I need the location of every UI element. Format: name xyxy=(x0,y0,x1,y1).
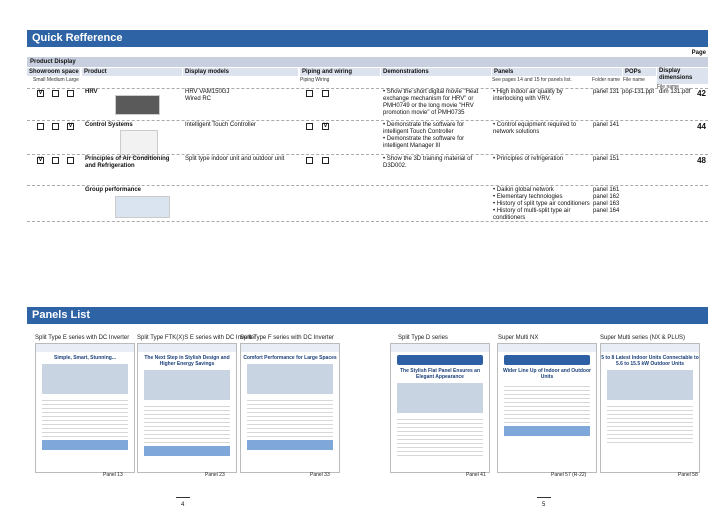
header-piping: Piping and wiring xyxy=(300,68,380,76)
page-number-rule xyxy=(537,497,551,498)
size-small-checkbox xyxy=(37,123,44,130)
poster-headline: Wider Line Up of Indoor and Outdoor Units xyxy=(502,368,591,380)
folder-name: panel 161 panel 162 panel 163 panel 164 xyxy=(593,187,620,214)
demonstration-text: • Show the short digital movie "Heat exchange mechanism for HRV" or PMH0749 or the long movie "HRV promotion movie" of PMH0735 xyxy=(383,89,479,116)
product-name: HRV xyxy=(85,89,98,95)
header-pops: POPs xyxy=(623,68,656,76)
panels-text: • Control equipment required to network solutions xyxy=(493,122,577,135)
panel-title: Split Type D series xyxy=(398,335,448,341)
piping-checkbox xyxy=(306,123,313,130)
product-name: Principles of Air Conditioning and Refrigeration xyxy=(85,156,170,169)
header-product: Product xyxy=(82,68,182,76)
piping-checkbox xyxy=(306,157,313,164)
product-name: Group performance xyxy=(85,187,142,193)
page-column-label: Page xyxy=(691,50,706,56)
subheader-sizes: Small Medium Large xyxy=(33,77,79,83)
panel-number: Panel 41 xyxy=(466,472,486,478)
wiring-checkbox xyxy=(322,90,329,97)
world-map-image xyxy=(115,196,170,218)
dimensions-file-name: dim 131.pdf xyxy=(659,89,691,95)
poster-headline: The Next Step in Stylish Design and Higher Energy Savings xyxy=(144,355,230,367)
demonstration-text: • Demonstrate the software for intelligent Touch Controller • Demonstrate the software for intelligent Manager III xyxy=(383,122,465,149)
display-models: Split type indoor unit and outdoor unit xyxy=(185,156,285,162)
display-models: Intelligent Touch Controller xyxy=(185,122,256,128)
subheader-file-name-dim: File name xyxy=(657,84,679,90)
quick-reference-banner: Quick Refference xyxy=(27,30,708,47)
product-name: Control Systems xyxy=(85,122,133,128)
panel-number: Panel 57 (R-22) xyxy=(551,472,587,478)
panels-list-banner: Panels List xyxy=(27,307,708,324)
folder-name: panel 151 xyxy=(593,156,620,162)
page-number-principles: 48 xyxy=(697,156,706,165)
size-large-checkbox xyxy=(67,157,74,164)
page-number-hrv: 42 xyxy=(697,89,706,98)
size-small-checkbox: V xyxy=(38,157,43,163)
header-display-models: Display models xyxy=(183,68,298,76)
size-large-checkbox: V xyxy=(68,123,73,129)
page-number-control: 44 xyxy=(697,122,706,131)
panel-poster xyxy=(390,343,490,473)
poster-headline: 5 to 8 Latest Indoor Units Connectable to 5.6 to 15.5 kW Outdoor Units xyxy=(601,355,699,367)
panels-text: • Daikin global network • Elementary technologies • History of split type air conditioners • History of multi-split type air conditioners xyxy=(493,187,590,221)
display-models: HRV VAM150GJ Wired RC xyxy=(185,89,230,102)
panels-text: • High indoor air quality by interlocking with VRV. xyxy=(493,89,563,102)
page-number-left: 4 xyxy=(181,502,185,508)
size-medium-checkbox xyxy=(52,90,59,97)
hrv-unit-image xyxy=(115,95,160,115)
panel-poster xyxy=(240,343,340,473)
page-number-rule xyxy=(176,497,190,498)
panel-title: Split Type FTK(X)S E series with DC Inverter xyxy=(137,335,257,341)
poster-headline: The Stylish Flat Panel Ensures an Elegant Appearance xyxy=(399,368,481,380)
piping-checkbox xyxy=(306,90,313,97)
demonstration-text: • Show the 3D training material of D3D002. xyxy=(383,156,473,169)
size-medium-checkbox xyxy=(52,157,59,164)
poster-headline: Simple, Smart, Stunning... xyxy=(54,355,116,361)
panel-title: Super Multi NX xyxy=(498,335,539,341)
row-divider xyxy=(27,221,708,222)
row-divider xyxy=(27,185,708,186)
folder-name: panel 141 xyxy=(593,122,620,128)
header-dimensions: Display dimensions xyxy=(657,68,708,84)
pop-file-name: pop-131.ppt xyxy=(622,89,655,95)
header-showroom: Showroom space xyxy=(29,69,79,75)
subheader-piping-wiring: Piping Wiring xyxy=(300,77,330,83)
header-panels: Panels xyxy=(492,68,622,76)
panel-poster xyxy=(137,343,237,473)
wiring-checkbox: V xyxy=(323,123,328,129)
panels-text: • Principles of refrigeration xyxy=(493,156,564,162)
panel-poster xyxy=(35,343,135,473)
row-divider xyxy=(27,120,708,121)
panel-number: Panel 23 xyxy=(205,472,225,478)
size-medium-checkbox xyxy=(52,123,59,130)
size-small-checkbox: V xyxy=(38,90,43,96)
panel-title: Super Multi series (NX & PLUS) xyxy=(600,335,686,341)
header-demonstrations: Demonstrations xyxy=(381,68,491,76)
panel-poster xyxy=(600,343,700,473)
subheader-panels-note: See pages 14 and 15 for panels list. xyxy=(492,77,572,83)
panel-number: Panel 13 xyxy=(103,472,123,478)
panel-poster xyxy=(497,343,597,473)
subheader-file-name: File name xyxy=(623,77,645,83)
panel-number: Panel 58 xyxy=(678,472,698,478)
product-display-label: Product Display xyxy=(27,57,708,67)
row-divider xyxy=(27,154,708,155)
poster-headline: Comfort Performance for Large Spaces xyxy=(243,355,337,361)
size-large-checkbox xyxy=(67,90,74,97)
page-number-right: 5 xyxy=(542,502,546,508)
panel-number: Panel 33 xyxy=(310,472,330,478)
subheader-folder-name: Folder name xyxy=(592,77,621,83)
wiring-checkbox xyxy=(322,157,329,164)
folder-name: panel 131 xyxy=(593,89,620,95)
panel-title: Split Type E series with DC Inverter xyxy=(35,335,130,341)
panel-title: Split Type F series with DC Inverter xyxy=(240,335,334,341)
